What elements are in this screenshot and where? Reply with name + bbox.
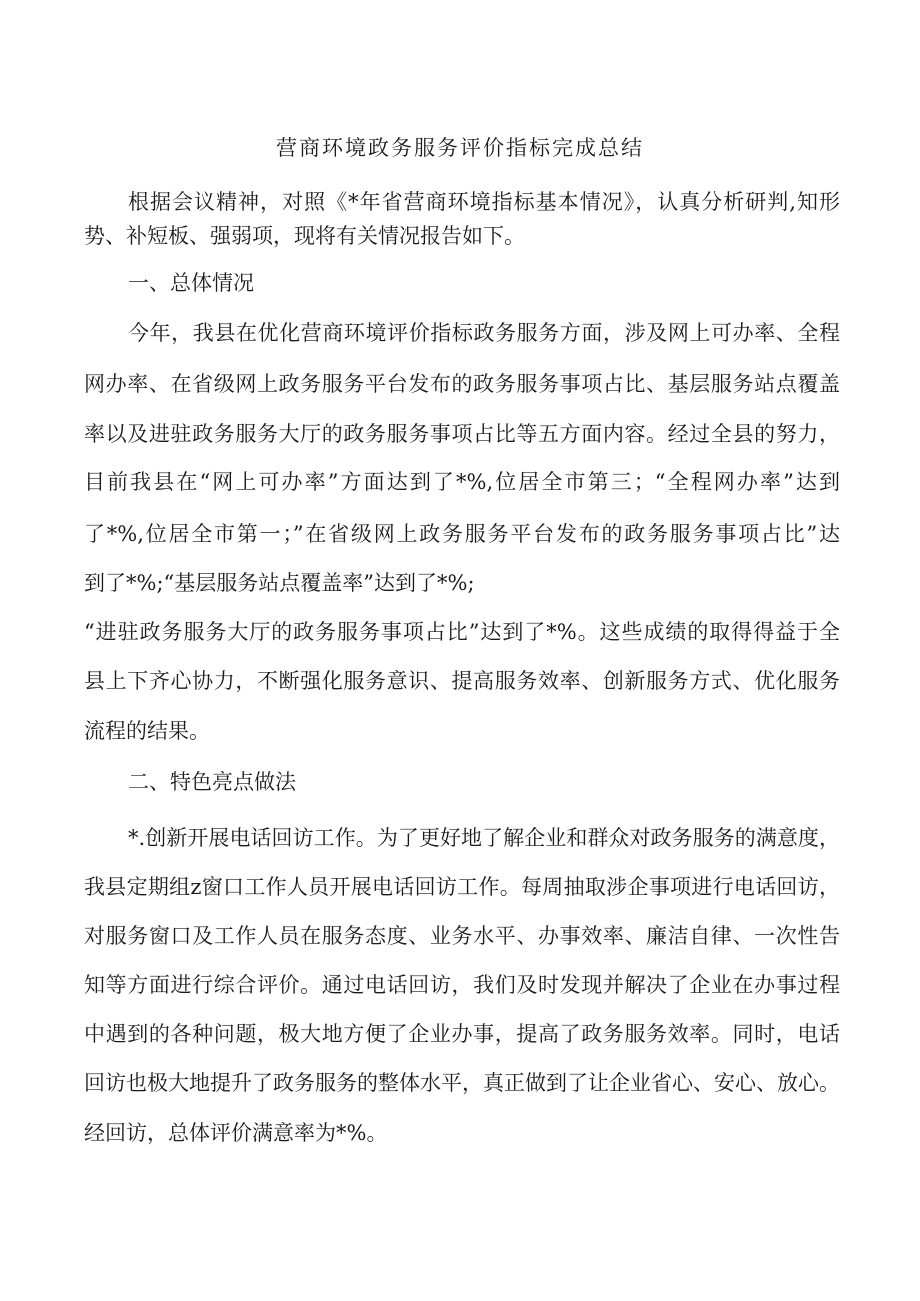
- paragraph-line: 今年，我县在优化营商环境评价指标政务服务方面，涉及网上可办率、全程: [128, 321, 840, 345]
- paragraph-line: 了*%,位居全市第一；”在省级网上政务服务平台发布的政务服务事项占比”达: [84, 522, 840, 546]
- paragraph-line: 县上下齐心协力，不断强化服务意识、提高服务效率、创新服务方式、优化服务: [84, 669, 840, 693]
- document-title: 营商环境政务服务评价指标完成总结: [276, 136, 644, 160]
- paragraph-line: “进驻政务服务大厅的政务服务事项占比”达到了*%。这些成绩的取得得益于全: [84, 620, 840, 644]
- paragraph-line: 流程的结果。: [84, 719, 210, 743]
- paragraph-line: 我县定期组z窗口工作人员开展电话回访工作。每周抽取涉企事项进行电话回访，: [84, 875, 840, 899]
- paragraph-line: 中遇到的各种问题，极大地方便了企业办事，提高了政务服务效率。同时，电话: [84, 1022, 840, 1046]
- paragraph-line: 势、补短板、强弱项，现将有关情况报告如下。: [84, 224, 525, 248]
- section-heading: 一、总体情况: [128, 271, 254, 295]
- paragraph-line: 网办率、在省级网上政务服务平台发布的政务服务事项占比、基层服务站点覆盖: [84, 372, 840, 396]
- paragraph-line: 经回访，总体评价满意率为*%。: [84, 1121, 388, 1145]
- paragraph-line: 回访也极大地提升了政务服务的整体水平，真正做到了让企业省心、安心、放心。: [84, 1071, 840, 1095]
- paragraph-line: 到了*%;“基层服务站点覆盖率”达到了*%;: [84, 571, 475, 595]
- paragraph-line: 对服务窗口及工作人员在服务态度、业务水平、办事效率、廉洁自律、一次性告: [84, 924, 840, 948]
- paragraph-line: *.创新开展电话回访工作。为了更好地了解企业和群众对政务服务的满意度，: [128, 826, 840, 850]
- section-heading: 二、特色亮点做法: [128, 770, 296, 794]
- paragraph-line: 根据会议精神，对照《*年省营商环境指标基本情况》，认真分析研判,知形: [128, 190, 840, 214]
- paragraph-line: 目前我县在“网上可办率”方面达到了*%,位居全市第三；“全程网办率”达到: [84, 470, 840, 494]
- paragraph-line: 知等方面进行综合评价。通过电话回访，我们及时发现并解决了企业在办事过程: [84, 973, 840, 997]
- paragraph-line: 率以及进驻政务服务大厅的政务服务事项占比等五方面内容。经过全县的努力，: [84, 422, 840, 446]
